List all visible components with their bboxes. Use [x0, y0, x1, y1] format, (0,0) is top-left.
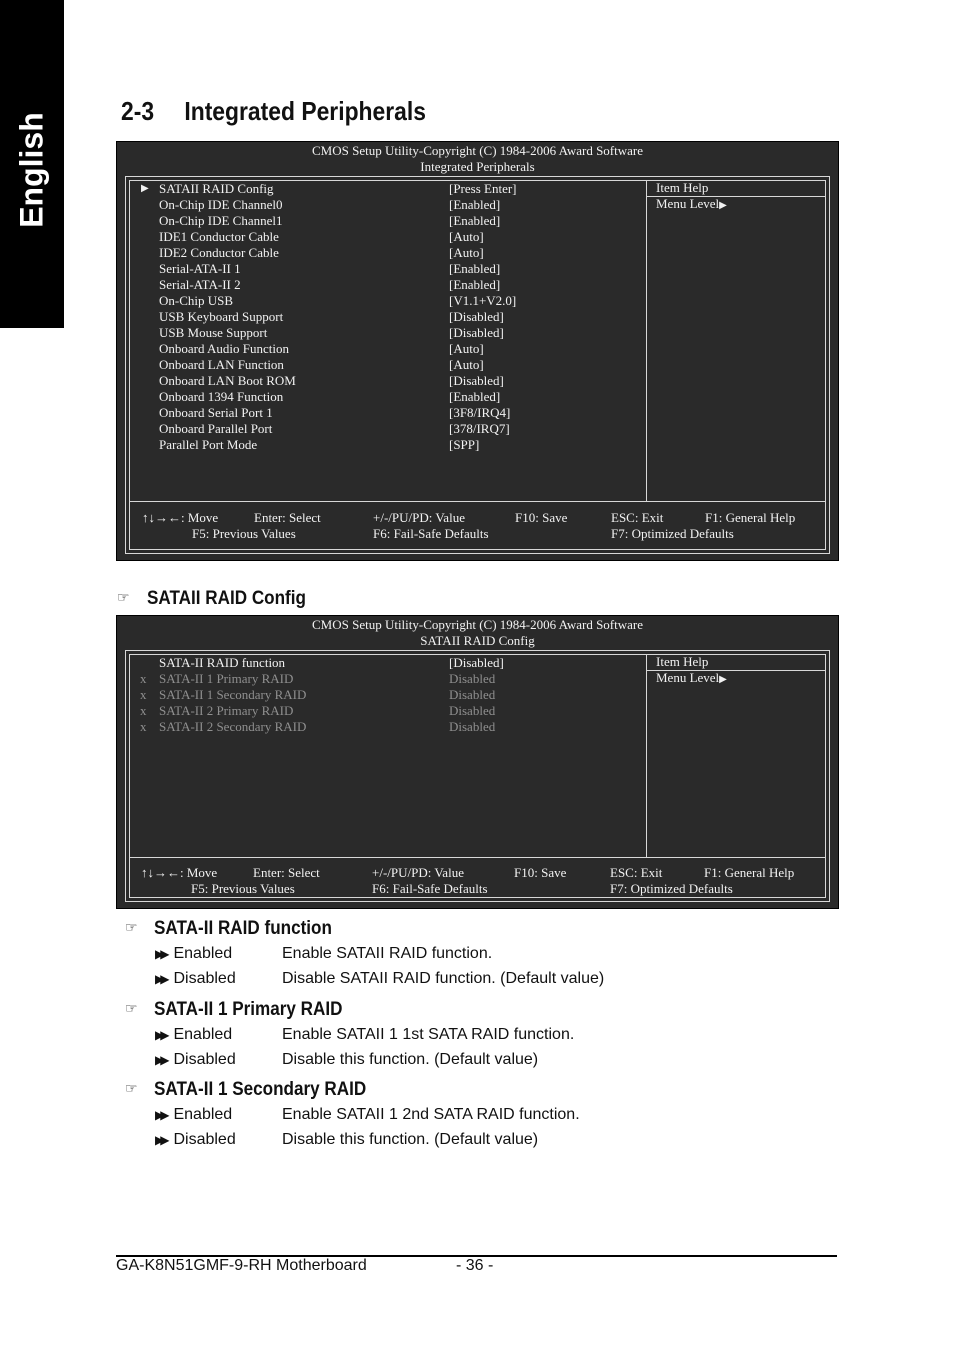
selection-pointer-icon: ▶ [141, 183, 149, 194]
bios-item-label: SATAII RAID Config [159, 181, 274, 196]
menu-level-text [656, 196, 727, 214]
bios-header [117, 142, 838, 175]
bios-item-label: Onboard Serial Port 1 [159, 405, 273, 420]
bios-item-value[interactable]: [SPP] [449, 437, 480, 452]
option-choice [155, 945, 232, 963]
bios-item-value[interactable]: [Disabled] [449, 309, 504, 324]
pointing-hand-icon: ☞ [125, 920, 138, 936]
bios-item-label: On-Chip IDE Channel0 [159, 197, 283, 212]
footer-divider [130, 501, 825, 502]
option-choice [155, 970, 236, 988]
footer-optimized: F7: Optimized Defaults [611, 526, 734, 541]
bios-item-value[interactable]: [Enabled] [449, 197, 501, 212]
option-choice-name: Disabled [173, 1131, 236, 1148]
option-choice [155, 1051, 236, 1069]
footer-help: F1: General Help [704, 865, 795, 880]
bios-item-value[interactable]: [Press Enter] [449, 181, 517, 196]
footer-move: ↑↓→←: Move [141, 865, 218, 880]
option-choice-description: Disable this function. (Default value) [282, 1051, 539, 1068]
bios-item-value[interactable]: [Enabled] [449, 261, 501, 276]
double-arrow-icon: ▶▶ [155, 947, 166, 961]
option-title: SATA-II RAID function [154, 918, 332, 939]
bios-screen-title: Integrated Peripherals [420, 159, 535, 174]
bios-item-value[interactable]: [Auto] [449, 245, 484, 260]
double-arrow-icon: ▶▶ [155, 1028, 166, 1042]
bios-item-label: SATA-II RAID function [159, 655, 286, 670]
option-choice-description: Enable SATAII 1 1st SATA RAID function. [282, 1026, 575, 1043]
bios-item-value[interactable]: [Enabled] [449, 213, 501, 228]
bios-item-label: Onboard Parallel Port [159, 421, 273, 436]
bios-copyright: CMOS Setup Utility-Copyright (C) 1984-2006 Award Software [311, 143, 643, 158]
section-number: 2-3 [121, 96, 155, 126]
bios-item-value: Disabled [449, 719, 496, 734]
sataii-raid-config-heading: SATAII RAID Config [147, 588, 306, 609]
disabled-mark: x [140, 687, 147, 702]
double-arrow-icon: ▶▶ [155, 1053, 166, 1067]
section-title-text: Integrated Peripherals [184, 96, 426, 126]
footer-failsafe: F6: Fail-Safe Defaults [372, 881, 488, 896]
footer-failsafe: F6: Fail-Safe Defaults [373, 526, 489, 541]
pointing-hand-icon: ☞ [117, 590, 130, 606]
footer-help: F1: General Help [705, 510, 796, 525]
bios-item-value[interactable]: [Auto] [449, 229, 484, 244]
bios-item-label: Onboard LAN Boot ROM [159, 373, 296, 388]
bios-inner-frame [129, 654, 826, 898]
bios-item-label: SATA-II 1 Primary RAID [159, 671, 294, 686]
option-choice-name: Enabled [173, 945, 233, 962]
footer-exit: ESC: Exit [610, 865, 663, 880]
bios-item-value[interactable]: [Enabled] [449, 389, 501, 404]
bios-item-label: Serial-ATA-II 1 [159, 261, 241, 276]
double-arrow-icon: ▶▶ [155, 1108, 166, 1122]
footer-exit: ESC: Exit [611, 510, 664, 525]
bios-item-value: Disabled [449, 687, 496, 702]
help-divider [646, 181, 647, 501]
bios-item-label: SATA-II 1 Secondary RAID [159, 687, 307, 702]
double-arrow-icon: ▶▶ [155, 972, 166, 986]
pointing-hand-icon: ☞ [125, 1081, 138, 1097]
item-help-title: Item Help [656, 654, 709, 669]
footer-previous: F5: Previous Values [192, 526, 296, 541]
bios-item-label: IDE1 Conductor Cable [159, 229, 279, 244]
bios-item-label: USB Keyboard Support [159, 309, 284, 324]
item-help-title: Item Help [656, 180, 709, 195]
bios-item-label: SATA-II 2 Primary RAID [159, 703, 294, 718]
option-title: SATA-II 1 Secondary RAID [154, 1079, 367, 1100]
bios-frame [125, 176, 830, 554]
option-choice-description: Enable SATAII RAID function. [282, 945, 493, 962]
footer-page-number: - 36 - [456, 1257, 494, 1274]
bios-item-label: Onboard Audio Function [159, 341, 289, 356]
bios-item-value[interactable]: [Disabled] [449, 325, 504, 340]
bios-item-value[interactable]: [378/IRQ7] [449, 421, 510, 436]
bios-screen-integrated-peripherals [116, 141, 839, 561]
bios-item-value[interactable]: [Disabled] [449, 655, 504, 670]
menu-level-label: Menu Level [656, 670, 720, 685]
footer-value: +/-/PU/PD: Value [373, 510, 465, 525]
bios-item-value[interactable]: [Enabled] [449, 277, 501, 292]
bios-item-label: IDE2 Conductor Cable [159, 245, 279, 260]
footer-model: GA-K8N51GMF-9-RH Motherboard [116, 1257, 367, 1274]
language-tab-label: English [13, 112, 50, 228]
bios-frame [125, 650, 830, 902]
bios-screen-title: SATAII RAID Config [420, 633, 535, 648]
option-choice-name: Disabled [173, 970, 236, 987]
bios-item-label: SATA-II 2 Secondary RAID [159, 719, 307, 734]
option-choice [155, 1106, 232, 1124]
bios-item-label: On-Chip USB [159, 293, 234, 308]
bios-item-value: Disabled [449, 671, 496, 686]
bios-item-label: USB Mouse Support [159, 325, 268, 340]
menu-level-arrow-icon: ▶ [719, 200, 727, 211]
pointing-hand-icon: ☞ [125, 1001, 138, 1017]
double-arrow-icon: ▶▶ [155, 1133, 166, 1147]
bios-item-value[interactable]: [Auto] [449, 357, 484, 372]
footer-move: ↑↓→←: Move [142, 510, 219, 525]
bios-item-value[interactable]: [Disabled] [449, 373, 504, 388]
footer-value: +/-/PU/PD: Value [372, 865, 464, 880]
bios-item-value[interactable]: [3F8/IRQ4] [449, 405, 511, 420]
option-choice-name: Enabled [173, 1026, 233, 1043]
bios-item-label: Onboard LAN Function [159, 357, 284, 372]
bios-item-label: Onboard 1394 Function [159, 389, 284, 404]
option-choice-description: Disable SATAII RAID function. (Default value) [282, 970, 605, 987]
bios-item-value[interactable]: [V1.1+V2.0] [449, 293, 517, 308]
option-choice-description: Disable this function. (Default value) [282, 1131, 539, 1148]
footer-optimized: F7: Optimized Defaults [610, 881, 733, 896]
bios-copyright: CMOS Setup Utility-Copyright (C) 1984-2006 Award Software [311, 617, 643, 632]
disabled-mark: x [140, 703, 147, 718]
bios-inner-frame [129, 180, 826, 550]
bios-item-value[interactable]: [Auto] [449, 341, 484, 356]
footer-previous: F5: Previous Values [191, 881, 295, 896]
bios-screen-sataii-raid-config [116, 615, 839, 909]
menu-level-label: Menu Level [656, 196, 720, 211]
disabled-mark: x [140, 719, 147, 734]
footer-enter: Enter: Select [254, 510, 321, 525]
option-choice-name: Enabled [173, 1106, 233, 1123]
disabled-mark: x [140, 671, 147, 686]
help-divider [646, 655, 647, 857]
option-choice [155, 1131, 236, 1149]
option-choice-description: Enable SATAII 1 2nd SATA RAID function. [282, 1106, 580, 1123]
section-title [121, 96, 426, 127]
bios-item-value: Disabled [449, 703, 496, 718]
footer-save: F10: Save [515, 510, 568, 525]
bios-item-label: Parallel Port Mode [159, 437, 258, 452]
option-choice [155, 1026, 232, 1044]
option-choice-name: Disabled [173, 1051, 236, 1068]
language-tab [0, 0, 64, 328]
menu-level-arrow-icon: ▶ [719, 674, 727, 685]
bios-item-label: Serial-ATA-II 2 [159, 277, 241, 292]
footer-divider [130, 857, 825, 858]
bios-header [117, 616, 838, 649]
footer-enter: Enter: Select [253, 865, 320, 880]
footer-save: F10: Save [514, 865, 567, 880]
option-title: SATA-II 1 Primary RAID [154, 999, 343, 1020]
menu-level-text [656, 670, 727, 688]
bios-item-label: On-Chip IDE Channel1 [159, 213, 283, 228]
